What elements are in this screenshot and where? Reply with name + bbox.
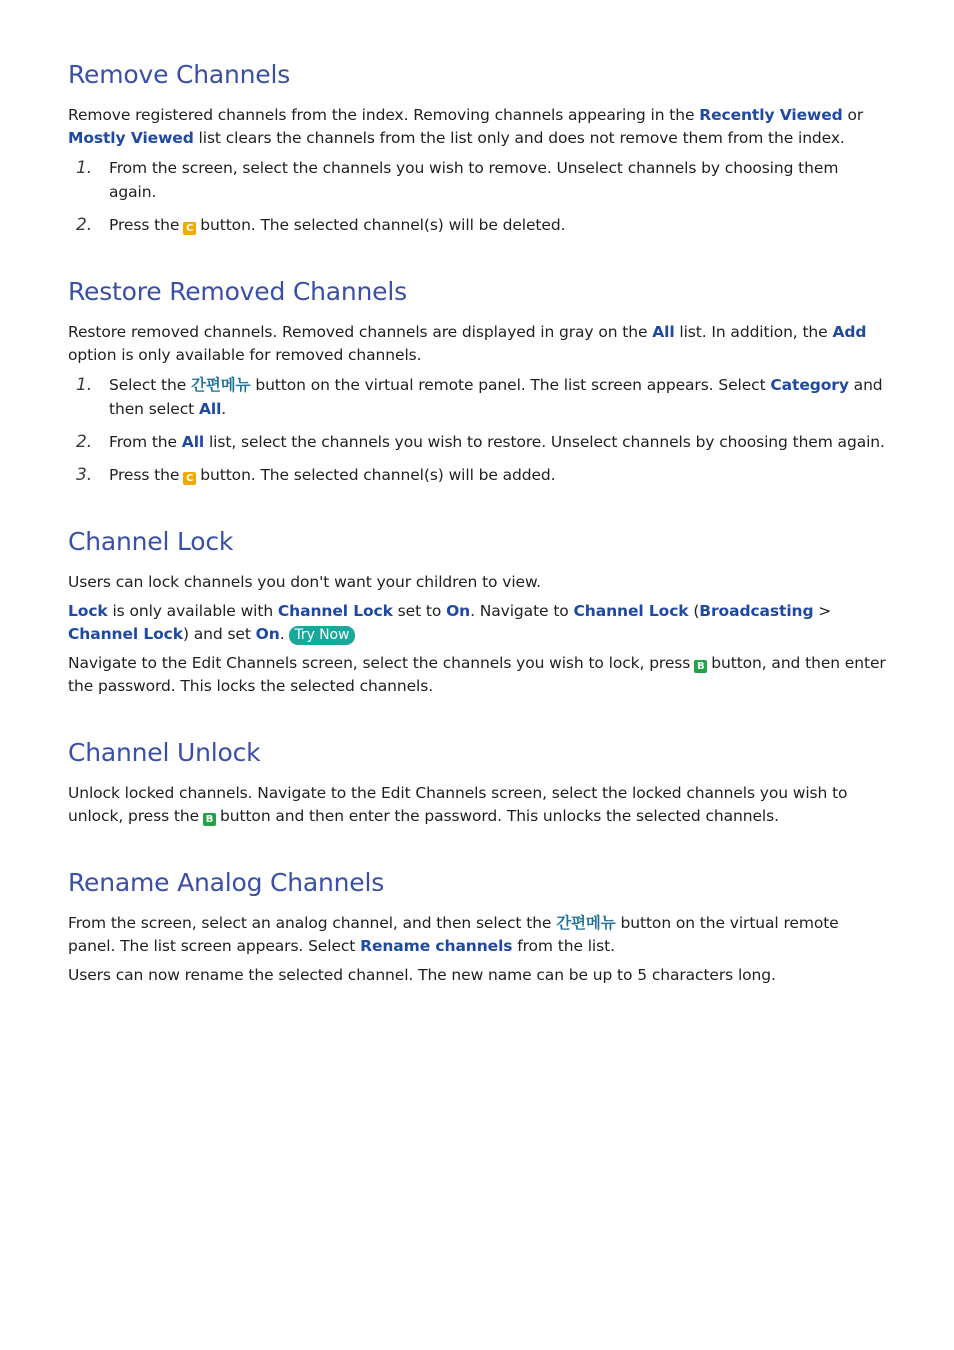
channel-lock-link[interactable]: Channel Lock [277, 602, 393, 620]
broadcasting-link[interactable]: Broadcasting [699, 602, 814, 620]
list-item: 1. From the screen, select the channels you wish to remove. Unselect channels by choosing them again. [76, 158, 839, 201]
section-title-restore-channels: Restore Removed Channels [68, 277, 407, 306]
b-button-icon: B [694, 660, 707, 673]
section-title-remove-channels: Remove Channels [68, 60, 291, 89]
remove-steps-list [68, 156, 890, 237]
section-title-rename-analog: Rename Analog Channels [68, 868, 385, 897]
all-link[interactable]: All [198, 400, 222, 418]
on-link[interactable]: On [446, 602, 471, 620]
quick-menu-button-label[interactable]: 간편메뉴 [191, 376, 251, 394]
mostly-viewed-link[interactable]: Mostly Viewed [68, 129, 194, 147]
section-title-channel-lock: Channel Lock [68, 527, 234, 556]
step-number: 1. [76, 158, 93, 178]
c-button-icon: C [183, 472, 196, 485]
lock-availability-paragraph: Lock is only available with Channel Lock set to On. Navigate to Channel Lock (Broadcasting > Channel Lock) and set On. Try Now [68, 602, 832, 643]
all-link[interactable]: All [652, 323, 675, 341]
channel-lock-link[interactable]: Channel Lock [68, 625, 183, 643]
category-link[interactable]: Category [770, 376, 849, 394]
try-now-button[interactable]: Try Now [289, 626, 356, 645]
step-number: 2. [76, 432, 93, 452]
restore-removed-channels-section [68, 277, 890, 487]
on-link[interactable]: On [255, 625, 280, 643]
unlock-paragraph: Unlock locked channels. Navigate to the Edit Channels screen, select the locked channels you wish to unlock, press the B button and then enter the password. This unlocks the selected channels. [68, 784, 848, 825]
step-number: 1. [76, 375, 93, 395]
lock-intro-paragraph: Users can lock channels you don't want your children to view. [68, 573, 541, 591]
recently-viewed-link[interactable]: Recently Viewed [699, 106, 843, 124]
restore-intro-paragraph: Restore removed channels. Removed channels are displayed in gray on the All list. In addition, the Add option is only available for removed channels. [68, 323, 867, 364]
remove-channels-section [68, 60, 890, 237]
manual-page [68, 60, 890, 993]
channel-lock-section [68, 527, 890, 698]
rename-analog-channels-section [68, 868, 890, 987]
quick-menu-button-label[interactable]: 간편메뉴 [556, 914, 616, 932]
rename-note-paragraph: Users can now rename the selected channel. The new name can be up to 5 characters long. [68, 966, 776, 984]
step-number: 3. [76, 465, 93, 485]
list-item: 1. Select the 간편메뉴 button on the virtual remote panel. The list screen appears. Select Category and then select All. [76, 375, 883, 418]
rename-channels-link[interactable]: Rename channels [360, 937, 513, 955]
list-item: 2. Press the C button. The selected channel(s) will be deleted. [76, 215, 566, 235]
channel-lock-link[interactable]: Channel Lock [573, 602, 689, 620]
b-button-icon: B [203, 813, 216, 826]
lock-link[interactable]: Lock [68, 602, 108, 620]
restore-steps-list [68, 373, 890, 487]
section-title-channel-unlock: Channel Unlock [68, 738, 261, 767]
c-button-icon: C [183, 222, 196, 235]
channel-unlock-section [68, 738, 890, 828]
list-item: 3. Press the C button. The selected channel(s) will be added. [76, 465, 556, 485]
lock-instructions-paragraph: Navigate to the Edit Channels screen, select the channels you wish to lock, press B button, and then enter the password. This locks the selected channels. [68, 654, 886, 695]
list-item: 2. From the All list, select the channels you wish to restore. Unselect channels by choosing them again. [76, 432, 885, 452]
step-number: 2. [76, 215, 93, 235]
remove-intro-paragraph: Remove registered channels from the index. Removing channels appearing in the Recently Viewed or Mostly Viewed list clears the channels from the list only and does not remove them from the index. [68, 106, 864, 147]
add-link[interactable]: Add [832, 323, 867, 341]
rename-instructions-paragraph: From the screen, select an analog channel, and then select the 간편메뉴 button on the virtual remote panel. The list screen appears. Select Rename channels from the list. [68, 914, 839, 955]
all-link[interactable]: All [181, 433, 205, 451]
